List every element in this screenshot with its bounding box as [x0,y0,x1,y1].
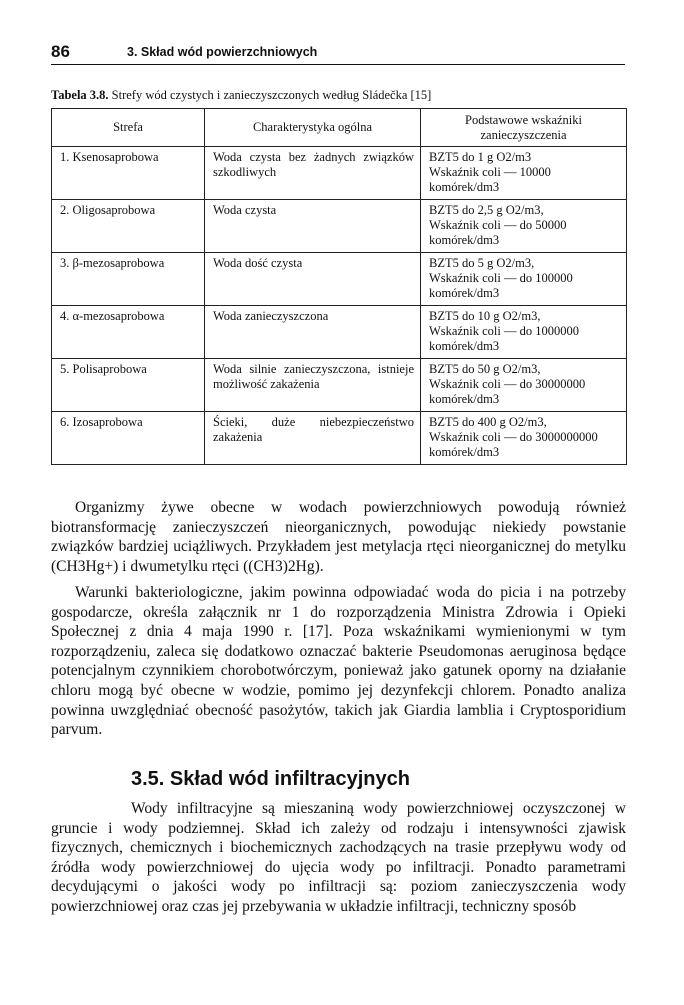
cell-indicators [421,306,627,359]
table-row [52,253,627,306]
paragraph-bacteriological [51,583,626,740]
table-row [52,359,627,412]
table-caption [51,88,625,103]
indicator-bzt: BZT5 do 2,5 g O2/m3, [429,203,544,217]
chapter-title: 3. Skład wód powierzchniowych [127,45,318,59]
table-row [52,306,627,359]
cell-indicators [421,412,627,465]
cell-characteristic: Woda czysta bez żadnych związków szkodliwych [205,147,421,200]
cell-zone: 5. Polisaprobowa [52,359,205,412]
cell-zone: 3. β-mezosaprobowa [52,253,205,306]
cell-zone: 1. Ksenosaprobowa [52,147,205,200]
indicator-coli: Wskaźnik coli — 10000 komórek/dm3 [429,165,551,194]
cell-characteristic: Woda dość czysta [205,253,421,306]
cell-characteristic: Ścieki, duże niebezpieczeństwo zakażenia [205,412,421,465]
page-header [51,42,625,64]
cell-indicators [421,147,627,200]
indicator-bzt: BZT5 do 400 g O2/m3, [429,415,547,429]
cell-zone: 2. Oligosaprobowa [52,200,205,253]
table-row [52,147,627,200]
cell-characteristic: Woda czysta [205,200,421,253]
indicator-bzt: BZT5 do 1 g O2/m3 [429,150,532,164]
header-rule [51,64,625,65]
caption-label: Tabela 3.8. [51,88,109,102]
cell-indicators [421,253,627,306]
indicator-coli: Wskaźnik coli — do 100000 komórek/dm3 [429,271,573,300]
paragraph-text: Warunki bakteriologiczne, jakim powinna odpowiadać woda do picia i na potrzeby gospodarcze, określa załącznik nr 1 do rozporządzenia Ministra Zdrowia i Opieki Społecznej z dnia 4 maja 1990 r. [17]. Poza wskaźnikami wymienionymi w tym rozporządzeniu, zaleca się dodatkowo oznaczać bakterie Pseudomonas aeruginosa będące potencjalnym czynnikiem chorobotwórczym, ponieważ jako gatunek oporny na działanie chloru mogą być obecne w wodzie, pomimo jej dezynfekcji chlorem. Ponadto analiza powinna uwzględniać obecność pasożytów, takich jak Giardia lamblia i Cryptosporidium parvum. [51,584,626,739]
col-header-characteristic: Charakterystyka ogólna [205,109,421,147]
page-number: 86 [51,42,70,61]
indicator-bzt: BZT5 do 10 g O2/m3, [429,309,541,323]
cell-indicators [421,200,627,253]
indicator-coli: Wskaźnik coli — do 30000000 komórek/dm3 [429,377,586,406]
cell-characteristic: Woda zanieczyszczona [205,306,421,359]
indicator-coli: Wskaźnik coli — do 3000000000 komórek/dm3 [429,430,598,459]
cell-characteristic: Woda silnie zanieczyszczona, istnieje możliwość zakażenia [205,359,421,412]
indicator-bzt: BZT5 do 50 g O2/m3, [429,362,541,376]
section-title: 3.5. Skład wód infiltracyjnych [131,768,410,790]
paragraph-text: Organizmy żywe obecne w wodach powierzchniowych powodują również biotransformację zanieczyszczeń nieorganicznych, powodując niekiedy powstanie związków bardziej uciążliwych. Przykładem jest metylacja rtęci nieorganicznej do metylku (CH3Hg+) i dwumetylku rtęci ((CH3)2Hg). [51,499,626,575]
paragraph-infiltration [51,799,626,917]
indicator-coli: Wskaźnik coli — do 50000 komórek/dm3 [429,218,567,247]
table-row [52,412,627,465]
table-header-row [52,109,627,147]
indicator-coli: Wskaźnik coli — do 1000000 komórek/dm3 [429,324,579,353]
indicator-bzt: BZT5 do 5 g O2/m3, [429,256,535,270]
cell-indicators [421,359,627,412]
col-header-indicators: Podstawowe wskaźniki zanieczyszczenia [421,109,627,147]
cell-zone: 6. Izosaprobowa [52,412,205,465]
table-row [52,200,627,253]
caption-text: Strefy wód czystych i zanieczyszczonych według Sládečka [15] [111,88,432,102]
paragraph-biotransformation [51,498,626,576]
saprobic-zones-table [51,108,627,465]
col-header-zone: Strefa [52,109,205,147]
paragraph-text: Wody infiltracyjne są mieszaniną wody powierzchniowej oczyszczonej w gruncie i wody podziemnej. Skład ich zależy od rodzaju i intensywności zjawisk fizycznych, chemicznych i biochemicznych zachodzących na trasie przepływu wody od źródła wody powierzchniowej do ujęcia wody po infiltracji. Ponadto parametrami decydującymi o jakości wody po infiltracji są: poziom zanieczyszczenia wody powierzchniowej oraz czas jej przebywania w układzie infiltracji, techniczny sposób [51,800,626,915]
cell-zone: 4. α-mezosaprobowa [52,306,205,359]
